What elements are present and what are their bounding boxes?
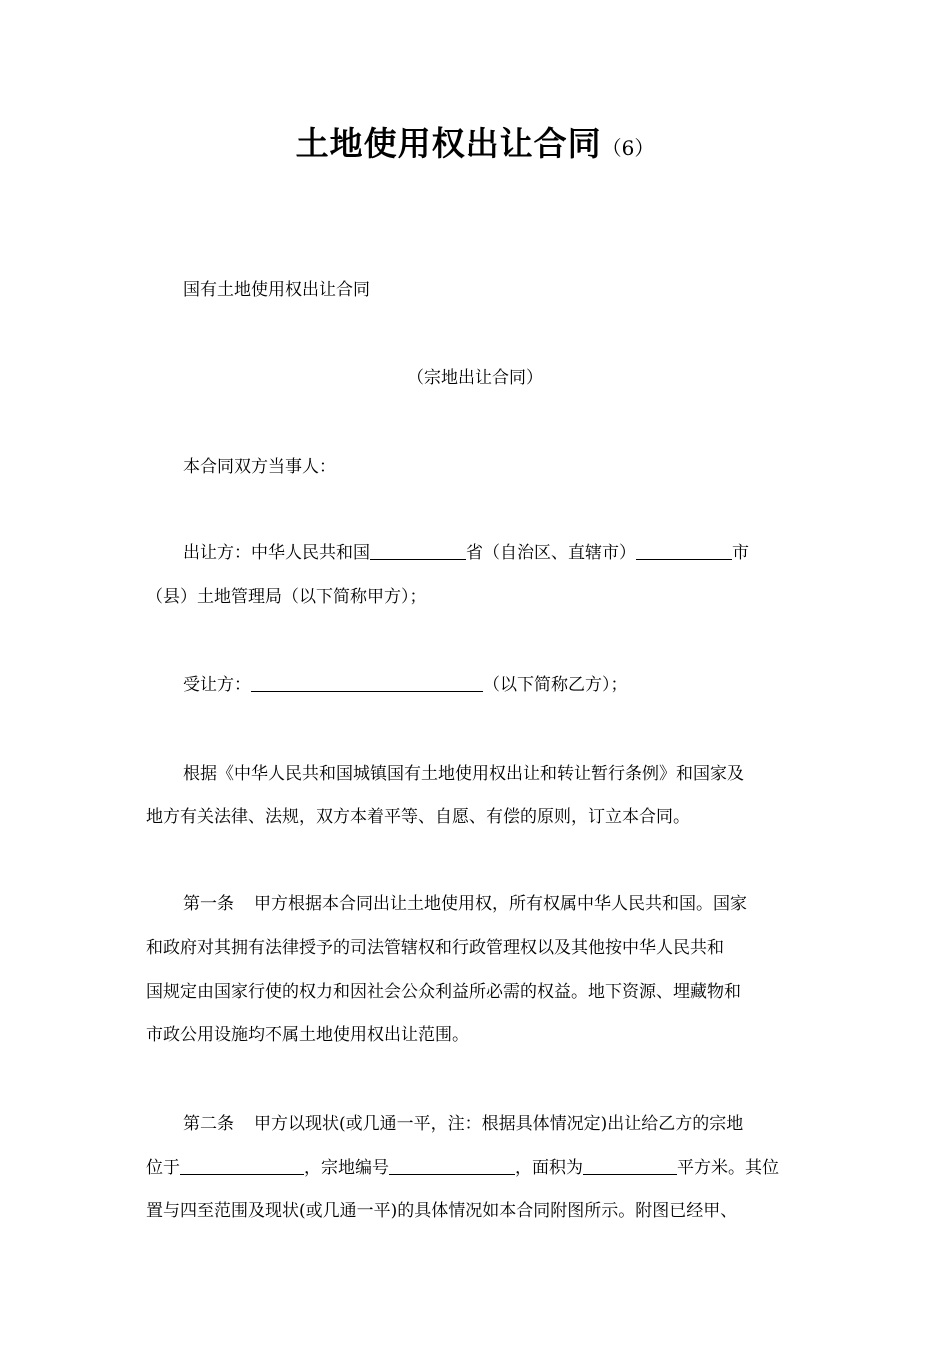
- city-blank[interactable]: [636, 541, 732, 560]
- grantee-prefix: 受让方：: [183, 675, 251, 695]
- title-number: （6）: [601, 136, 655, 160]
- grantor-line-2: （县）土地管理局（以下简称甲方）；: [146, 587, 427, 607]
- grantor-mid: 省（自治区、直辖市）: [466, 543, 636, 563]
- article2-line-3: 置与四至范围及现状(或几通一平)的具体情况如本合同附图所示。附图已经甲、: [146, 1201, 738, 1221]
- area-unit-text: 平方米。其位: [677, 1158, 779, 1178]
- location-label: 位于: [146, 1158, 180, 1178]
- parcel-number-label: ，宗地编号: [304, 1158, 389, 1178]
- grantor-line-1: [183, 541, 749, 565]
- article2-text-1: 甲方以现状(或几通一平，注：根据具体情况定)出让给乙方的宗地: [254, 1114, 744, 1134]
- document-title: [0, 118, 950, 165]
- article1-line-1: [183, 892, 747, 916]
- article1-line-2: 和政府对其拥有法律授予的司法管辖权和行政管理权以及其他按中华人民共和: [146, 938, 724, 958]
- grantee-suffix: （以下简称乙方）；: [483, 675, 628, 695]
- basis-line-2: 地方有关法律、法规，双方本着平等、自愿、有偿的原则，订立本合同。: [146, 807, 690, 827]
- grantor-prefix: 出让方：中华人民共和国: [183, 543, 370, 563]
- area-blank[interactable]: [583, 1156, 677, 1175]
- center-note: （宗地出让合同）: [407, 368, 543, 388]
- basis-line-1: 根据《中华人民共和国城镇国有土地使用权出让和转让暂行条例》和国家及: [183, 764, 744, 784]
- article1-line-3: 国规定由国家行使的权力和因社会公众利益所必需的权益。地下资源、埋藏物和: [146, 982, 741, 1002]
- province-blank[interactable]: [370, 541, 466, 560]
- grantor-suffix: 市: [732, 543, 749, 563]
- article1-line-4: 市政公用设施均不属土地使用权出让范围。: [146, 1025, 469, 1045]
- article2-line-2: [146, 1156, 779, 1180]
- location-blank[interactable]: [180, 1156, 304, 1175]
- grantee-line: [183, 673, 628, 697]
- subtitle: 国有土地使用权出让合同: [183, 280, 370, 300]
- article1-text-1: 甲方根据本合同出让土地使用权，所有权属中华人民共和国。国家: [254, 894, 747, 914]
- parcel-number-blank[interactable]: [389, 1156, 515, 1175]
- article1-label: 第一条: [183, 894, 234, 914]
- parties-heading: 本合同双方当事人：: [183, 457, 336, 477]
- article2-label: 第二条: [183, 1114, 234, 1134]
- title-text: 土地使用权出让合同: [295, 124, 602, 163]
- grantee-blank[interactable]: [251, 673, 483, 692]
- area-label: ，面积为: [515, 1158, 583, 1178]
- article2-line-1: [183, 1112, 743, 1136]
